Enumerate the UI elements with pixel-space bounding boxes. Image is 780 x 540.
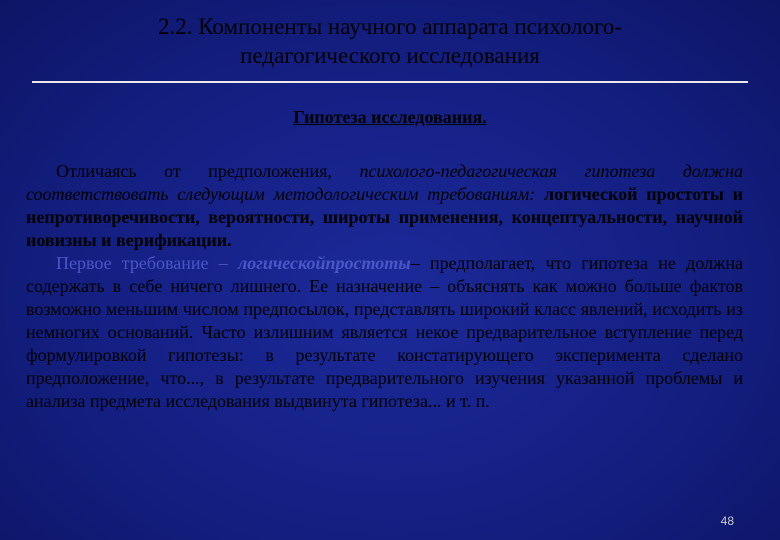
paragraph-2-term: логическойпростоты (237, 253, 411, 273)
section-heading: Гипотеза исследования. (293, 107, 487, 127)
paragraph-2-rest: – предполагает, что гипотеза не должна содержать в себе ничего лишнего. Ее назначение – объяснять как можно больше фактов возможно меньшим числом предпосылок, представлять широкий класс явлений, исходить из немногих оснований. Часто излишним является некое предварительное вступление перед формулировкой гипотезы: в результате констатирующего эксперимента сделано предположение, что..., в результате предварительного изучения указанной проблемы и анализа предмета исследования выдвинута гипотеза... и т. п. (26, 253, 743, 411)
slide-title-line-2: педагогического исследования (240, 43, 540, 68)
paragraph-1-italic: психолого-педагогическая гипотеза должна соответствовать следующим методологическим требованиям: (26, 161, 743, 204)
slide-title-line-1: 2.2. Компоненты научного аппарата психолого- (157, 14, 623, 39)
page-number: 48 (720, 514, 734, 528)
paragraph-requirements (26, 160, 743, 252)
slide-title (60, 12, 720, 70)
paragraph-first-requirement (26, 252, 743, 413)
paragraph-2-lead: Первое требование – (56, 253, 238, 273)
paragraph-1-intro: Отличаясь от предположения, (56, 161, 360, 181)
body-text (26, 160, 743, 413)
title-divider (32, 81, 748, 83)
paragraph-1-bold: логической простоты и непротиворечивости, вероятности, широты применения, концептуальности, научной новизны и верификации. (26, 184, 743, 250)
